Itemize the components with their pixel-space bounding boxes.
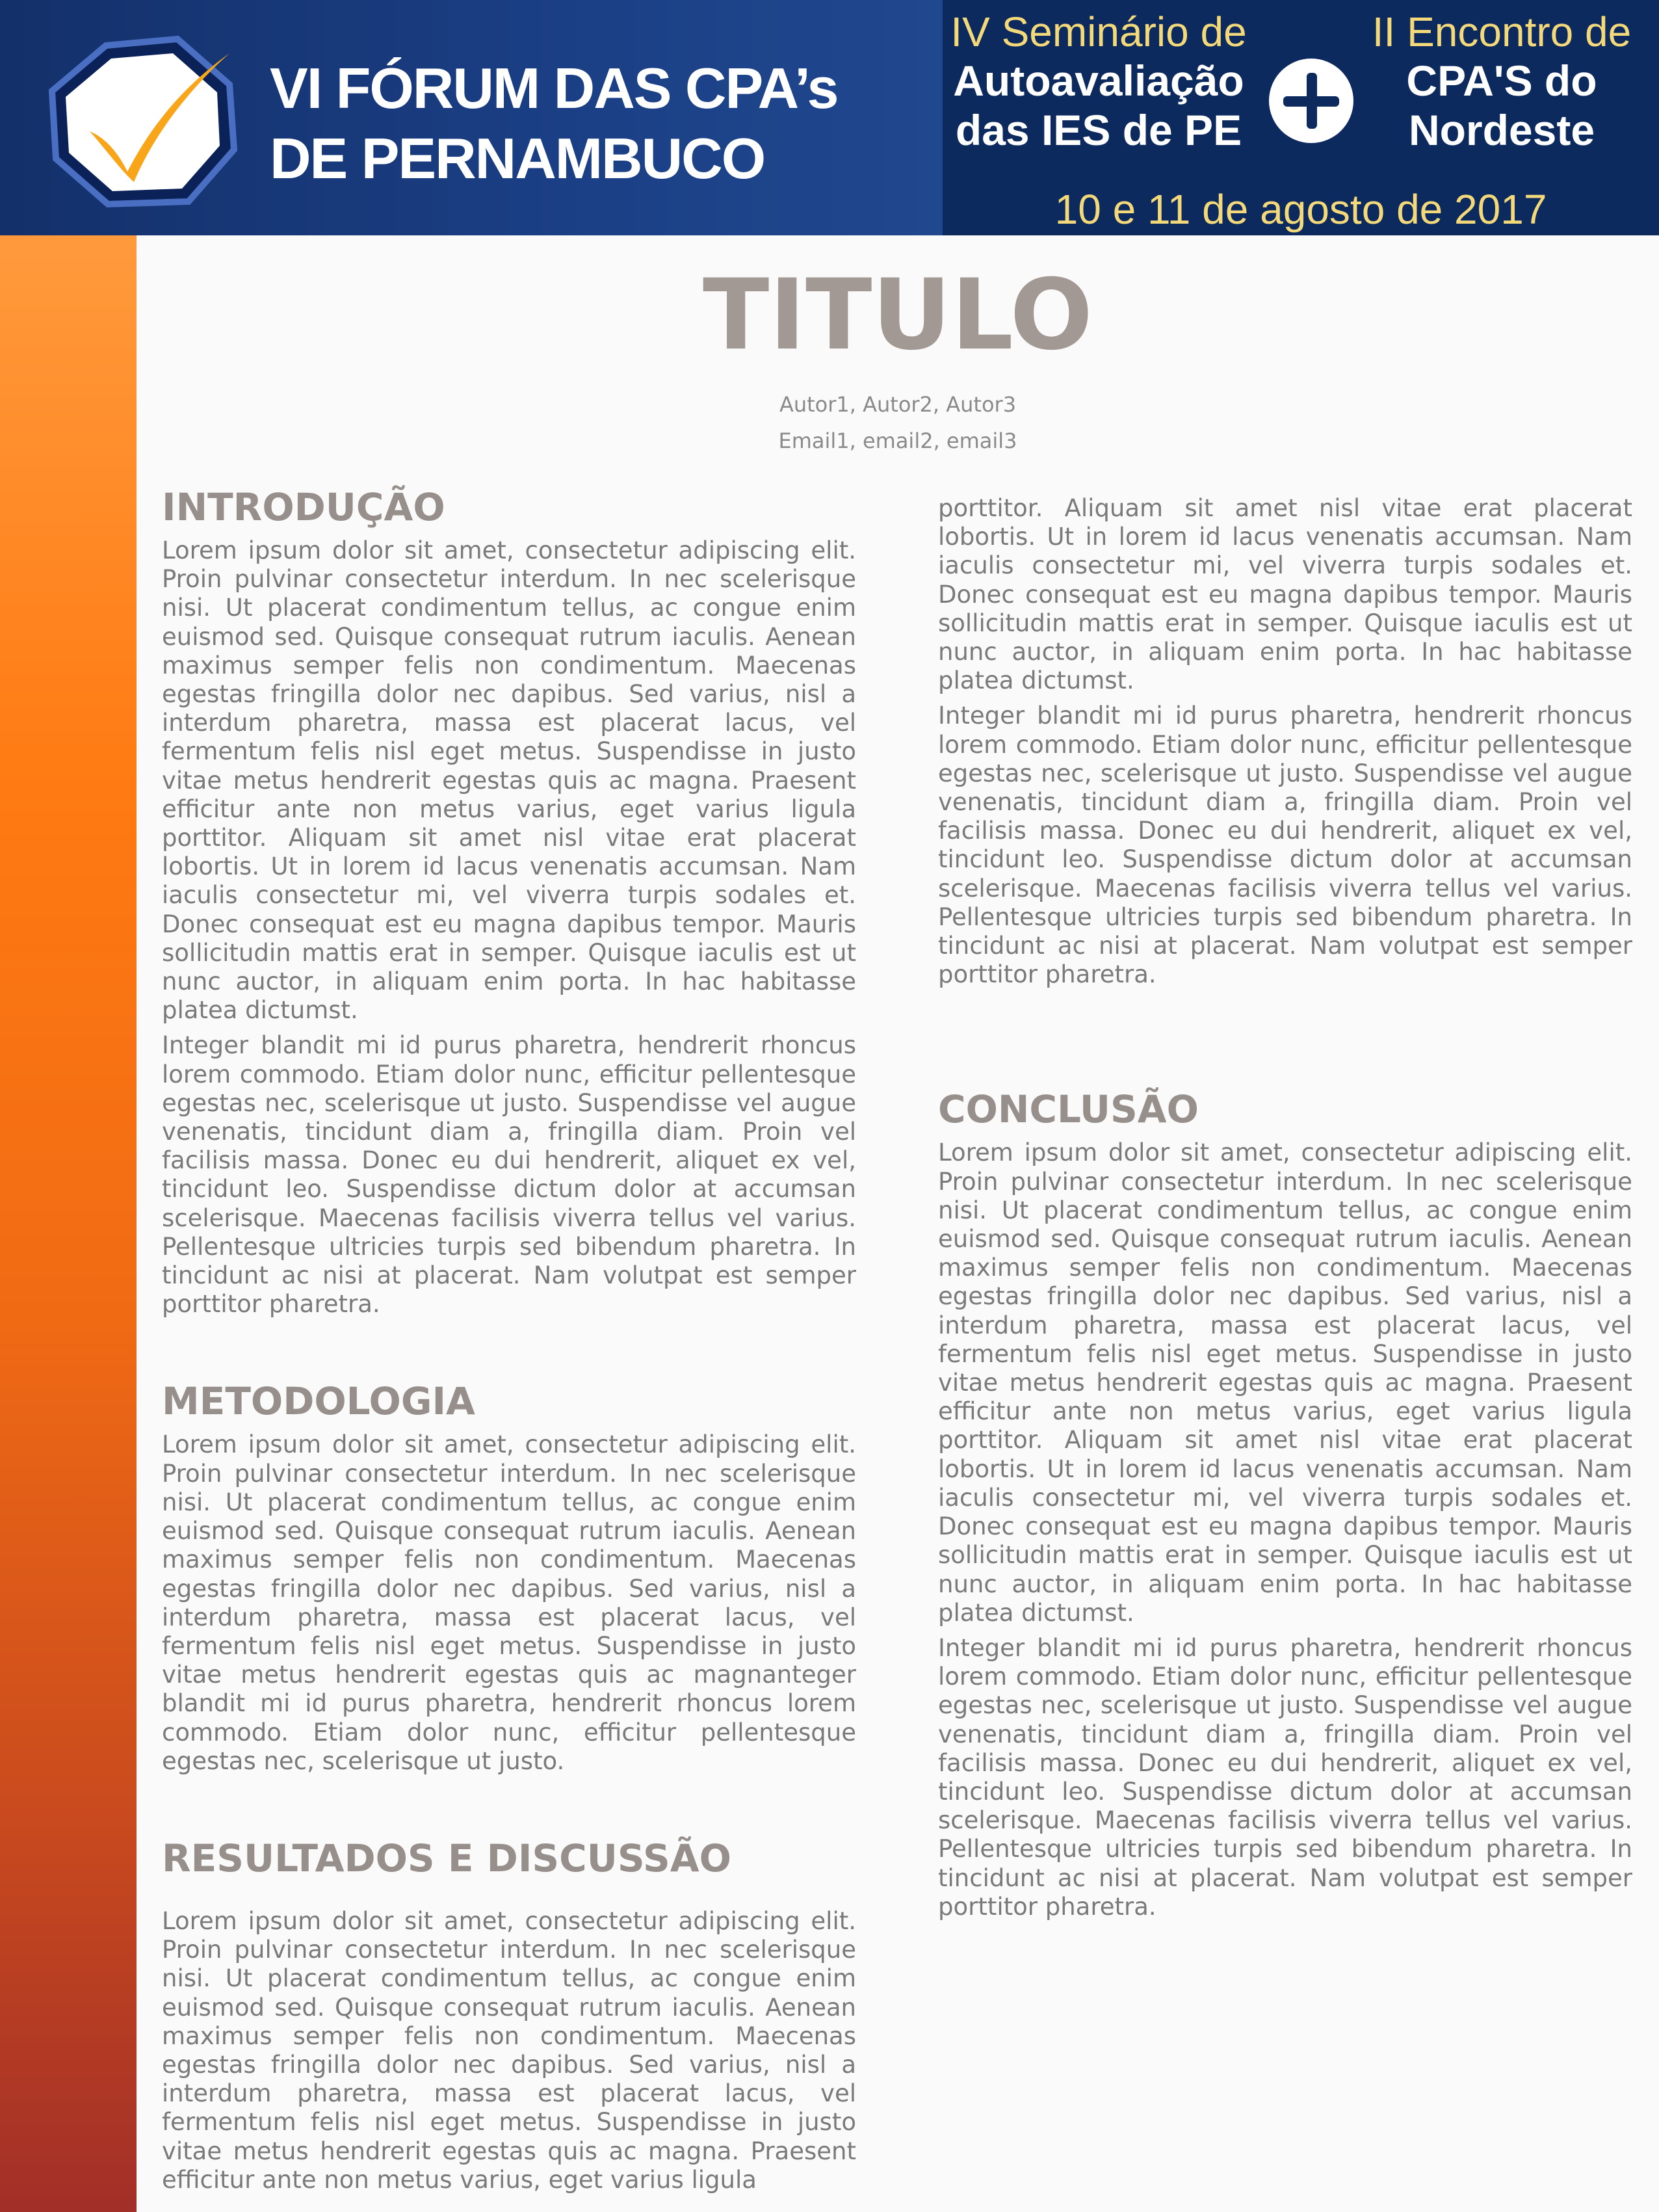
plus-icon bbox=[1269, 59, 1353, 143]
event-date: 10 e 11 de agosto de 2017 bbox=[1054, 186, 1547, 233]
encounter-title-line2: Nordeste bbox=[1408, 106, 1595, 154]
methodology-heading: METODOLOGIA bbox=[162, 1379, 475, 1424]
conclusion-heading: CONCLUSÃO bbox=[938, 1087, 1199, 1132]
forum-title bbox=[270, 53, 933, 194]
seminar-block bbox=[943, 8, 1255, 155]
encounter-label: II Encontro de bbox=[1372, 8, 1632, 55]
checkmark-badge-icon bbox=[44, 34, 239, 209]
forum-title-line2: DE PERNAMBUCO bbox=[270, 126, 765, 191]
seminar-title-line2: das IES de PE bbox=[955, 106, 1242, 154]
encounter-block bbox=[1346, 8, 1658, 155]
results-paragraph-1: Lorem ipsum dolor sit amet, consectetur adipiscing elit. Proin pulvinar consectetur interdum. In nec scelerisque nisi. Ut placerat condimentum tellus, ac congue enim euismod sed. Quisque consequat rutrum iaculis. Aenean maximus semper felis non condimentum. Maecenas egestas fringilla dolor nec dapibus. Sed varius, nisl a interdum pharetra, massa est placerat lacus, vel fermentum felis nisl eget metus. Suspendisse in justo vitae metus hendrerit egestas quis ac magna. Praesent efficitur ante non metus varius, eget varius ligula bbox=[162, 1906, 856, 2194]
encounter-title-line1: CPA'S do bbox=[1406, 57, 1597, 105]
intro-paragraph-2: Integer blandit mi id purus pharetra, hendrerit rhoncus lorem commodo. Etiam dolor nunc, efficitur pellentesque egestas nec, scelerisque ut justo. Suspendisse vel augue venenatis, tincidunt diam a, fringilla diam. Proin vel facilisis massa. Donec eu dui hendrerit, aliquet ex vel, tincidunt leo. Suspendisse dictum dolor at accumsan scelerisque. Maecenas facilisis viverra tellus vel varius. Pellentesque ultricies turpis sed bibendum pharetra. In tincidunt ac nisi at placerat. Nam volutpat est semper porttitor pharetra. bbox=[162, 1031, 856, 1319]
document-title: TITULO bbox=[703, 259, 1093, 372]
conclusion-paragraph-2: Integer blandit mi id purus pharetra, hendrerit rhoncus lorem commodo. Etiam dolor nunc, efficitur pellentesque egestas nec, scelerisque ut justo. Suspendisse vel augue venenatis, tincidunt diam a, fringilla diam. Proin vel facilisis massa. Donec eu dui hendrerit, aliquet ex vel, tincidunt leo. Suspendisse dictum dolor at accumsan scelerisque. Maecenas facilisis viverra tellus vel varius. Pellentesque ultricies turpis sed bibendum pharetra. In tincidunt ac nisi at placerat. Nam volutpat est semper porttitor pharetra. bbox=[938, 1633, 1632, 1921]
methodology-paragraph-1: Lorem ipsum dolor sit amet, consectetur adipiscing elit. Proin pulvinar consectetur interdum. In nec scelerisque nisi. Ut placerat condimentum tellus, ac congue enim euismod sed. Quisque consequat rutrum iaculis. Aenean maximus semper felis non condimentum. Maecenas egestas fringilla dolor nec dapibus. Sed varius, nisl a interdum pharetra, massa est placerat lacus, vel fermentum felis nisl eget metus. Suspendisse in justo vitae metus hendrerit egestas quis ac magnanteger blandit mi id purus pharetra, hendrerit rhoncus lorem commodo. Etiam dolor nunc, efficitur pellentesque egestas nec, scelerisque ut justo. bbox=[162, 1430, 856, 1775]
intro-heading: INTRODUÇÃO bbox=[162, 485, 445, 529]
orange-side-bar bbox=[0, 235, 137, 2212]
authors-line: Autor1, Autor2, Autor3 bbox=[779, 392, 1017, 417]
seminar-label: IV Seminário de bbox=[950, 8, 1247, 55]
section-spacer bbox=[162, 1325, 856, 1372]
emails-line: Email1, email2, email3 bbox=[778, 428, 1017, 453]
results-paragraph-2: porttitor. Aliquam sit amet nisl vitae erat placerat lobortis. Ut in lorem id lacus venenatis accumsan. Nam iaculis consectetur mi, vel viverra turpis sodales et. Donec consequat est eu magna dapibus tempor. Mauris sollicitudin mattis erat in semper. Quisque iaculis est ut nunc auctor, in aliquam enim porta. In hac habitasse platea dictumst. bbox=[938, 494, 1632, 695]
forum-title-line1: VI FÓRUM DAS CPA’s bbox=[270, 56, 838, 120]
left-column bbox=[162, 478, 856, 2201]
poster-header bbox=[0, 0, 1659, 235]
section-spacer bbox=[938, 995, 1632, 1080]
results-paragraph-3: Integer blandit mi id purus pharetra, hendrerit rhoncus lorem commodo. Etiam dolor nunc, efficitur pellentesque egestas nec, scelerisque ut justo. Suspendisse vel augue venenatis, tincidunt diam a, fringilla diam. Proin vel facilisis massa. Donec eu dui hendrerit, aliquet ex vel, tincidunt leo. Suspendisse dictum dolor at accumsan scelerisque. Maecenas facilisis viverra tellus vel varius. Pellentesque ultricies turpis sed bibendum pharetra. In tincidunt ac nisi at placerat. Nam volutpat est semper porttitor pharetra. bbox=[938, 702, 1632, 989]
conclusion-paragraph-1: Lorem ipsum dolor sit amet, consectetur adipiscing elit. Proin pulvinar consectetur interdum. In nec scelerisque nisi. Ut placerat condimentum tellus, ac congue enim euismod sed. Quisque consequat rutrum iaculis. Aenean maximus semper felis non condimentum. Maecenas egestas fringilla dolor nec dapibus. Sed varius, nisl a interdum pharetra, massa est placerat lacus, vel fermentum felis nisl eget metus. Suspendisse in justo vitae metus hendrerit egestas quis ac magna. Praesent efficitur ante non metus varius, eget varius ligula porttitor. Aliquam sit amet nisl vitae erat placerat lobortis. Ut in lorem id lacus venenatis accumsan. Nam iaculis consectetur mi, vel viverra turpis sodales et. Donec consequat est eu magna dapibus tempor. Mauris sollicitudin mattis erat in semper. Quisque iaculis est ut nunc auctor, in aliquam enim porta. In hac habitasse platea dictumst. bbox=[938, 1139, 1632, 1627]
intro-paragraph-1: Lorem ipsum dolor sit amet, consectetur adipiscing elit. Proin pulvinar consectetur interdum. In nec scelerisque nisi. Ut placerat condimentum tellus, ac congue enim euismod sed. Quisque consequat rutrum iaculis. Aenean maximus semper felis non condimentum. Maecenas egestas fringilla dolor nec dapibus. Sed varius, nisl a interdum pharetra, massa est placerat lacus, vel fermentum felis nisl eget metus. Suspendisse in justo vitae metus hendrerit egestas quis ac magna. Praesent efficitur ante non metus varius, eget varius ligula porttitor. Aliquam sit amet nisl vitae erat placerat lobortis. Ut in lorem id lacus venenatis accumsan. Nam iaculis consectetur mi, vel viverra turpis sodales et. Donec consequat est eu magna dapibus tempor. Mauris sollicitudin mattis erat in semper. Quisque iaculis est ut nunc auctor, in aliquam enim porta. In hac habitasse platea dictumst. bbox=[162, 536, 856, 1025]
right-column bbox=[938, 494, 1632, 1928]
section-spacer bbox=[162, 1782, 856, 1829]
seminar-title-line1: Autoavaliação bbox=[953, 57, 1244, 105]
results-heading: RESULTADOS E DISCUSSÃO bbox=[162, 1836, 731, 1880]
